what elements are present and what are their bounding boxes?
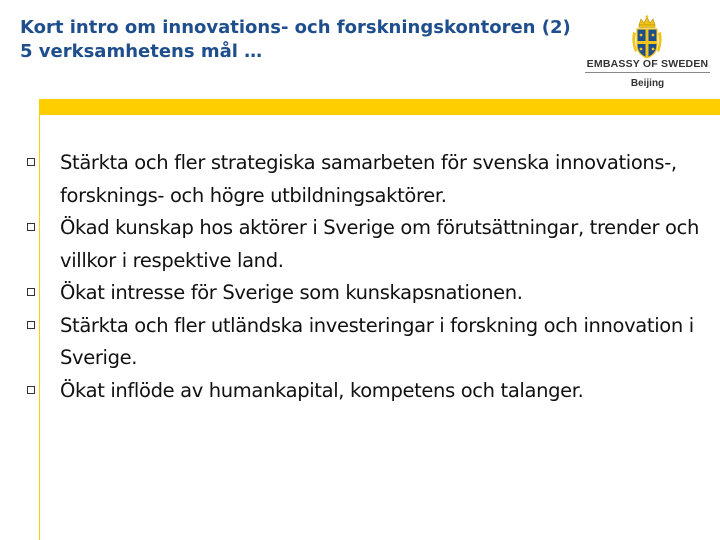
swedish-crest-icon	[630, 14, 664, 64]
square-bullet-icon	[27, 158, 35, 166]
bullet-list	[24, 147, 714, 407]
slide-title-line-2: 5 verksamhetens mål …	[20, 41, 263, 62]
slide-title	[20, 16, 620, 64]
accent-bar	[40, 99, 720, 115]
bullet-item	[24, 277, 714, 310]
embassy-logo	[585, 14, 710, 94]
slide-title-line-1: Kort intro om innovations- och forskningskontoren (2)	[20, 17, 571, 38]
square-bullet-icon	[27, 223, 35, 231]
bullet-item	[24, 147, 714, 212]
bullet-text: Ökat intresse för Sverige som kunskapsnationen.	[60, 281, 523, 304]
bullet-text: Ökat inflöde av humankapital, kompetens och talanger.	[60, 378, 584, 402]
embassy-name: EMBASSY OF SWEDEN	[586, 58, 709, 70]
bullet-item	[24, 375, 714, 408]
bullet-item	[24, 310, 714, 375]
square-bullet-icon	[27, 321, 35, 329]
square-bullet-icon	[27, 386, 35, 394]
bullet-text: Stärkta och fler utländska investeringar i forskning och innovation i Sverige.	[60, 313, 694, 369]
square-bullet-icon	[27, 288, 35, 296]
embassy-city: Beijing	[630, 78, 665, 89]
bullet-text: Stärkta och fler strategiska samarbeten för svenska innovations-, forsknings- och högre utbildningsaktörer.	[60, 151, 677, 207]
bullet-text: Ökad kunskap hos aktörer i Sverige om förutsättningar, trender och villkor i respektive land.	[60, 216, 699, 272]
logo-divider	[585, 72, 710, 73]
bullet-item	[24, 212, 714, 277]
